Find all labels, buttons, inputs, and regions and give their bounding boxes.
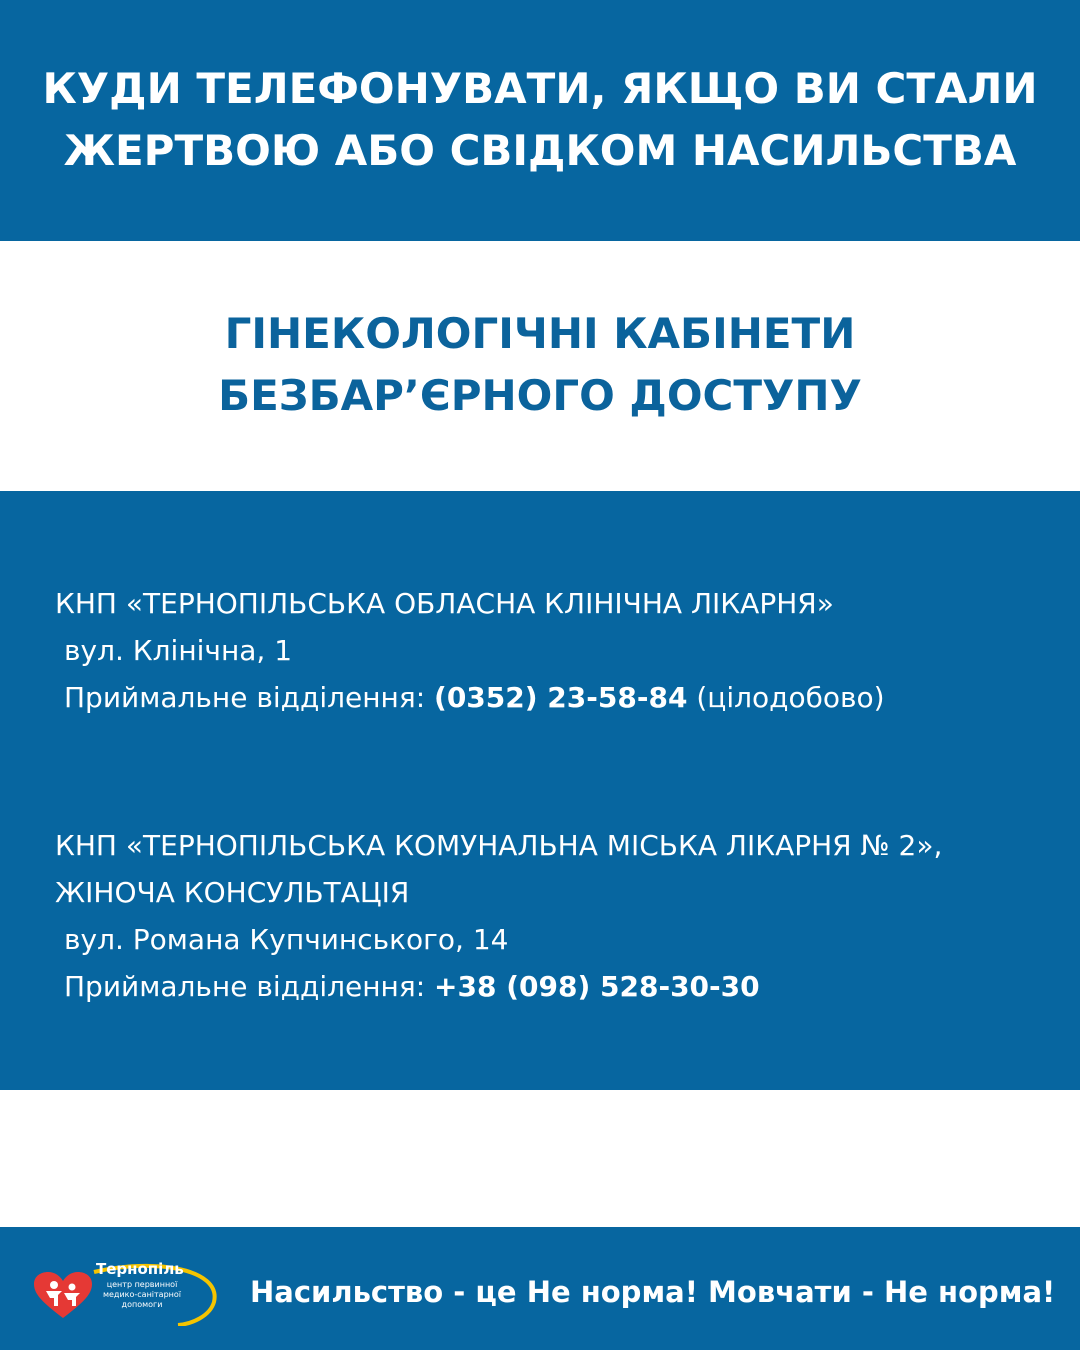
slogan: Насильство - це Не норма! Мовчати - Не норма!: [250, 1275, 1056, 1309]
phone-label: Приймальне відділення:: [64, 970, 435, 1003]
page-title-line-2: ЖЕРТВОЮ АБО СВІДКОМ НАСИЛЬСТВА: [63, 126, 1017, 175]
phone-number[interactable]: +38 (098) 528-30-30: [434, 970, 760, 1003]
header-band: [0, 0, 1080, 241]
phone-note: (цілодобово): [687, 681, 885, 714]
logo-subtitle: центр первинної медико-санітарної допомоги: [102, 1280, 182, 1309]
hospital-name: КНП «ТЕРНОПІЛЬСЬКА КОМУНАЛЬНА МІСЬКА ЛІКАРНЯ № 2»,: [55, 829, 943, 862]
organization-logo: [34, 1260, 224, 1326]
page-title-line-1: КУДИ ТЕЛЕФОНУВАТИ, ЯКЩО ВИ СТАЛИ: [42, 64, 1038, 113]
phone-number[interactable]: (0352) 23-58-84: [434, 681, 688, 714]
hospital-department: ЖІНОЧА КОНСУЛЬТАЦІЯ: [55, 876, 410, 909]
page-title: [0, 58, 1080, 182]
logo-name: Тернопіль: [96, 1260, 184, 1278]
phone-label: Приймальне відділення:: [64, 681, 435, 714]
hospital-entry: [55, 580, 1065, 721]
hospital-address: вул. Клінічна, 1: [64, 634, 293, 667]
section-title-line-1: ГІНЕКОЛОГІЧНІ КАБІНЕТИ: [224, 309, 856, 358]
hospital-name: КНП «ТЕРНОПІЛЬСЬКА ОБЛАСНА КЛІНІЧНА ЛІКАРНЯ»: [55, 587, 834, 620]
contacts-band: [0, 491, 1080, 1090]
hospital-phone-line: [55, 674, 1065, 721]
section-title: [0, 303, 1080, 427]
hospital-address: вул. Романа Купчинського, 14: [64, 923, 509, 956]
heart-family-logo-icon: [34, 1272, 92, 1320]
hospital-entry: [55, 822, 1065, 1010]
footer-band: [0, 1227, 1080, 1350]
section-title-line-2: БЕЗБАР’ЄРНОГО ДОСТУПУ: [218, 371, 862, 420]
hospital-phone-line: [55, 963, 1065, 1010]
